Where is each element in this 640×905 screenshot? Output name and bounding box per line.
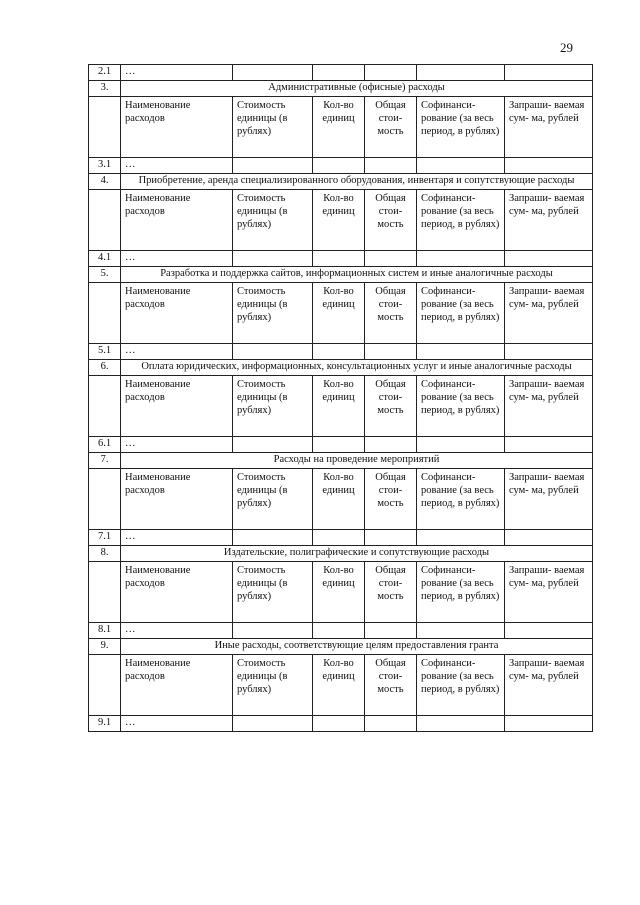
header-total-cost: Общая стои- мость (365, 283, 417, 344)
row-number: 8.1 (89, 623, 121, 639)
empty-cell (505, 437, 593, 453)
header-name: Наименование расходов (121, 97, 233, 158)
header-quantity: Кол-во единиц (313, 97, 365, 158)
empty-cell (233, 623, 313, 639)
empty-cell (417, 437, 505, 453)
section-title-row (89, 174, 593, 190)
header-total-cost: Общая стои- мость (365, 469, 417, 530)
page-number: 29 (560, 40, 573, 55)
column-header-row (89, 97, 593, 158)
header-total-cost: Общая стои- мость (365, 655, 417, 716)
row-ellipsis: … (121, 530, 233, 546)
header-cofinancing: Софинанси- рование (за весь период, в рублях) (417, 469, 505, 530)
section-title: Оплата юридических, информационных, консультационных услуг и иные аналогичные расходы (121, 360, 593, 376)
table-row (89, 251, 593, 267)
empty-cell (233, 530, 313, 546)
header-cofinancing: Софинанси- рование (за весь период, в рублях) (417, 283, 505, 344)
header-total-cost: Общая стои- мость (365, 376, 417, 437)
empty-cell (365, 623, 417, 639)
empty-cell (365, 437, 417, 453)
section-number: 5. (89, 267, 121, 283)
header-cofinancing: Софинанси- рование (за весь период, в рублях) (417, 655, 505, 716)
row-ellipsis: … (121, 251, 233, 267)
table-row (89, 530, 593, 546)
header-quantity: Кол-во единиц (313, 562, 365, 623)
header-quantity: Кол-во единиц (313, 376, 365, 437)
column-header-row (89, 283, 593, 344)
empty-cell (313, 344, 365, 360)
section-title: Административные (офисные) расходы (121, 81, 593, 97)
empty-cell (365, 344, 417, 360)
row-number: 5.1 (89, 344, 121, 360)
row-number: 2.1 (89, 65, 121, 81)
header-quantity: Кол-во единиц (313, 283, 365, 344)
empty-cell (89, 655, 121, 716)
empty-cell (313, 437, 365, 453)
column-header-row (89, 562, 593, 623)
section-title-row (89, 453, 593, 469)
section-number: 7. (89, 453, 121, 469)
empty-cell (417, 65, 505, 81)
empty-cell (417, 251, 505, 267)
empty-cell (365, 251, 417, 267)
empty-cell (89, 562, 121, 623)
column-header-row (89, 376, 593, 437)
row-number: 7.1 (89, 530, 121, 546)
section-title: Приобретение, аренда специализированного оборудования, инвентаря и сопутствующие расходы (121, 174, 593, 190)
empty-cell (505, 251, 593, 267)
row-ellipsis: … (121, 344, 233, 360)
header-total-cost: Общая стои- мость (365, 97, 417, 158)
column-header-row (89, 469, 593, 530)
section-number: 9. (89, 639, 121, 655)
section-title: Иные расходы, соответствующие целям предоставления гранта (121, 639, 593, 655)
header-total-cost: Общая стои- мость (365, 562, 417, 623)
table-row (89, 437, 593, 453)
column-header-row (89, 190, 593, 251)
empty-cell (233, 251, 313, 267)
column-header-row (89, 655, 593, 716)
header-unit-cost: Стоимость единицы (в рублях) (233, 562, 313, 623)
row-number: 4.1 (89, 251, 121, 267)
section-number: 6. (89, 360, 121, 376)
section-title: Расходы на проведение мероприятий (121, 453, 593, 469)
empty-cell (313, 251, 365, 267)
header-name: Наименование расходов (121, 190, 233, 251)
empty-cell (417, 530, 505, 546)
row-number: 3.1 (89, 158, 121, 174)
header-unit-cost: Стоимость единицы (в рублях) (233, 469, 313, 530)
header-name: Наименование расходов (121, 376, 233, 437)
empty-cell (89, 283, 121, 344)
header-quantity: Кол-во единиц (313, 190, 365, 251)
empty-cell (233, 716, 313, 732)
row-ellipsis: … (121, 437, 233, 453)
header-cofinancing: Софинанси- рование (за весь период, в рублях) (417, 562, 505, 623)
table-row (89, 716, 593, 732)
table-row (89, 65, 593, 81)
empty-cell (505, 158, 593, 174)
empty-cell (313, 716, 365, 732)
header-unit-cost: Стоимость единицы (в рублях) (233, 376, 313, 437)
empty-cell (89, 469, 121, 530)
empty-cell (505, 530, 593, 546)
section-title: Разработка и поддержка сайтов, информационных систем и иные аналогичные расходы (121, 267, 593, 283)
empty-cell (313, 530, 365, 546)
section-title-row (89, 639, 593, 655)
section-title-row (89, 546, 593, 562)
empty-cell (417, 344, 505, 360)
header-quantity: Кол-во единиц (313, 469, 365, 530)
empty-cell (233, 344, 313, 360)
header-requested-amount: Запраши- ваемая сум- ма, рублей (505, 97, 593, 158)
section-title-row (89, 81, 593, 97)
section-number: 4. (89, 174, 121, 190)
row-ellipsis: … (121, 716, 233, 732)
budget-table-body (89, 65, 593, 732)
empty-cell (505, 344, 593, 360)
header-unit-cost: Стоимость единицы (в рублях) (233, 655, 313, 716)
budget-table (88, 64, 593, 732)
empty-cell (365, 530, 417, 546)
row-ellipsis: … (121, 65, 233, 81)
section-title: Издательские, полиграфические и сопутствующие расходы (121, 546, 593, 562)
section-title-row (89, 360, 593, 376)
header-requested-amount: Запраши- ваемая сум- ма, рублей (505, 190, 593, 251)
row-ellipsis: … (121, 623, 233, 639)
empty-cell (313, 158, 365, 174)
row-number: 6.1 (89, 437, 121, 453)
row-ellipsis: … (121, 158, 233, 174)
header-requested-amount: Запраши- ваемая сум- ма, рублей (505, 655, 593, 716)
empty-cell (505, 716, 593, 732)
empty-cell (417, 716, 505, 732)
section-number: 3. (89, 81, 121, 97)
empty-cell (365, 716, 417, 732)
empty-cell (365, 65, 417, 81)
header-requested-amount: Запраши- ваемая сум- ма, рублей (505, 562, 593, 623)
empty-cell (417, 158, 505, 174)
empty-cell (365, 158, 417, 174)
table-row (89, 158, 593, 174)
empty-cell (89, 97, 121, 158)
empty-cell (233, 65, 313, 81)
header-cofinancing: Софинанси- рование (за весь период, в рублях) (417, 97, 505, 158)
section-number: 8. (89, 546, 121, 562)
empty-cell (313, 65, 365, 81)
table-row (89, 623, 593, 639)
empty-cell (233, 437, 313, 453)
header-total-cost: Общая стои- мость (365, 190, 417, 251)
header-unit-cost: Стоимость единицы (в рублях) (233, 190, 313, 251)
header-requested-amount: Запраши- ваемая сум- ма, рублей (505, 376, 593, 437)
header-unit-cost: Стоимость единицы (в рублях) (233, 97, 313, 158)
header-name: Наименование расходов (121, 655, 233, 716)
header-cofinancing: Софинанси- рование (за весь период, в рублях) (417, 190, 505, 251)
empty-cell (233, 158, 313, 174)
row-number: 9.1 (89, 716, 121, 732)
header-name: Наименование расходов (121, 562, 233, 623)
header-quantity: Кол-во единиц (313, 655, 365, 716)
empty-cell (89, 376, 121, 437)
header-name: Наименование расходов (121, 469, 233, 530)
empty-cell (417, 623, 505, 639)
empty-cell (505, 65, 593, 81)
empty-cell (89, 190, 121, 251)
header-requested-amount: Запраши- ваемая сум- ма, рублей (505, 283, 593, 344)
empty-cell (313, 623, 365, 639)
table-row (89, 344, 593, 360)
empty-cell (505, 623, 593, 639)
header-cofinancing: Софинанси- рование (за весь период, в рублях) (417, 376, 505, 437)
header-unit-cost: Стоимость единицы (в рублях) (233, 283, 313, 344)
header-name: Наименование расходов (121, 283, 233, 344)
section-title-row (89, 267, 593, 283)
header-requested-amount: Запраши- ваемая сум- ма, рублей (505, 469, 593, 530)
